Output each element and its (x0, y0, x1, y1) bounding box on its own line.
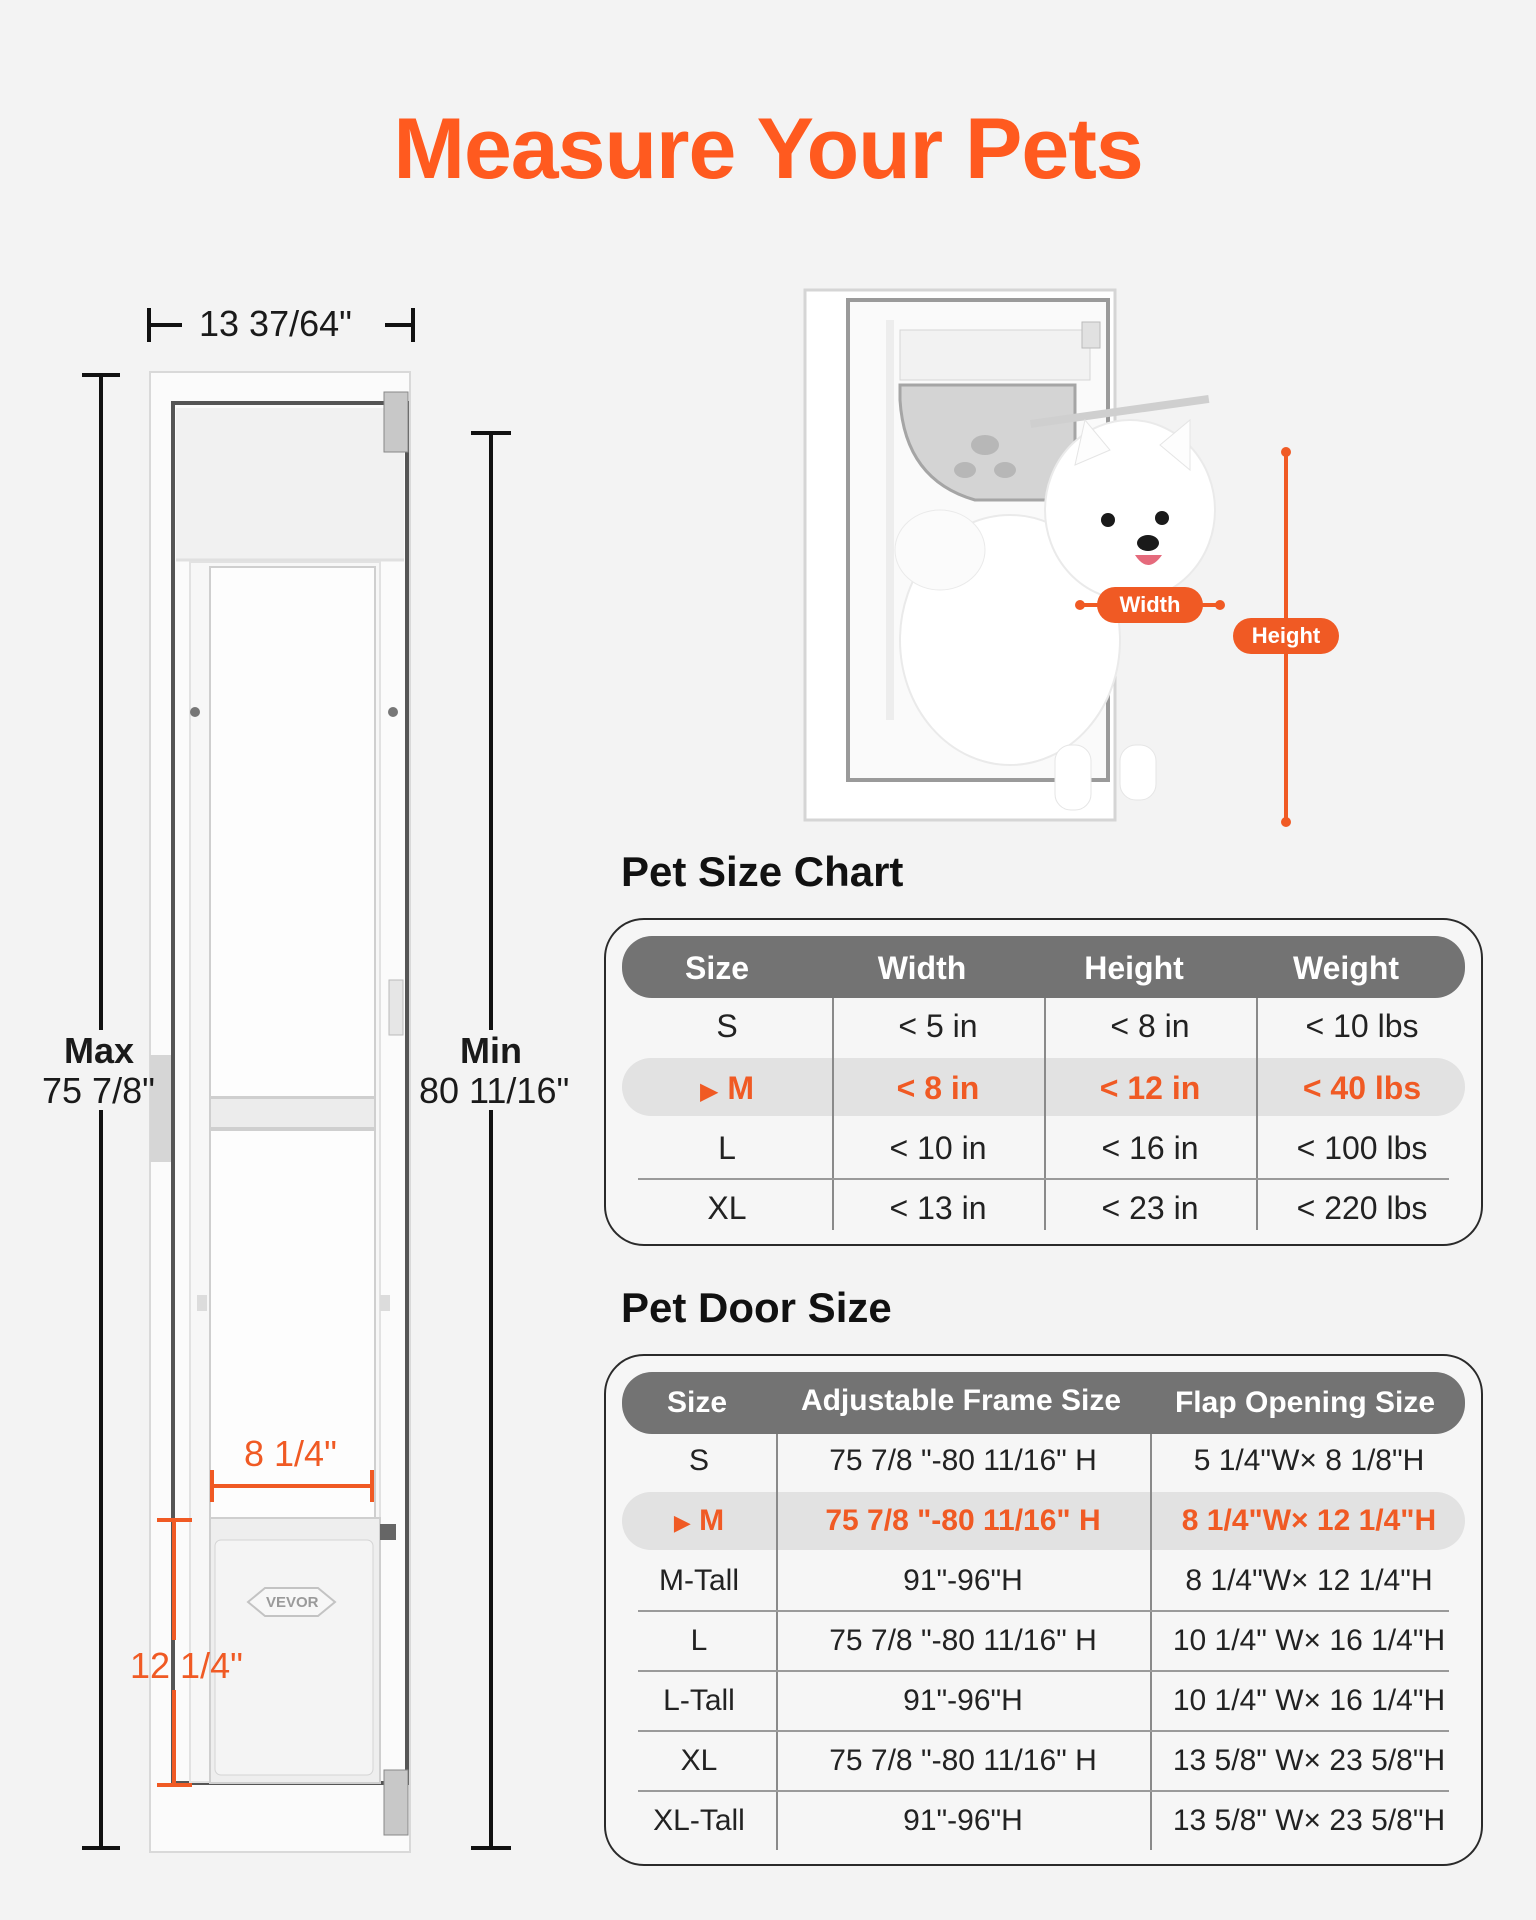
cell-flap: 10 1/4" W× 16 1/4"H (1172, 1684, 1446, 1717)
cell-size: S (716, 1008, 738, 1044)
cell-size: ▶ M (699, 1070, 754, 1106)
cell-frame: 91"-96"H (903, 1684, 1023, 1717)
cell-height: < 8 in (1110, 1008, 1190, 1044)
cell-width: < 5 in (898, 1008, 978, 1044)
min-dimension-line (471, 433, 511, 1848)
min-value: 80 11/16" (419, 1070, 570, 1111)
header-height: Height (1084, 950, 1184, 986)
flap-brand-text: VEVOR (266, 1594, 319, 1611)
cell-size: S (688, 1444, 709, 1477)
flap-width-label: 8 1/4" (244, 1433, 337, 1474)
max-label: Max (64, 1030, 135, 1071)
flap-height-label: 12 1/4" (130, 1645, 243, 1686)
pet-size-chart-table (604, 918, 1483, 1246)
cell-height: < 16 in (1101, 1130, 1199, 1166)
cell-flap: 8 1/4"W× 12 1/4"H (1181, 1504, 1437, 1537)
page-title: Measure Your Pets (393, 101, 1143, 197)
pet-size-chart-title: Pet Size Chart (621, 848, 904, 895)
min-label: Min (460, 1030, 522, 1071)
max-value: 75 7/8" (42, 1070, 155, 1111)
cell-frame: 91"-96"H (903, 1804, 1023, 1837)
cell-weight: < 220 lbs (1296, 1190, 1428, 1226)
cell-frame: 75 7/8 "-80 11/16" H (829, 1444, 1097, 1477)
cell-size: L (690, 1624, 708, 1657)
bottom-hinge (384, 1770, 408, 1835)
door-width-label: 13 37/64" (199, 303, 352, 344)
cell-flap: 5 1/4"W× 8 1/8"H (1193, 1444, 1425, 1477)
pet-door-size-table (604, 1354, 1483, 1866)
cell-size: L-Tall (663, 1684, 735, 1717)
header-size: Size (666, 1386, 728, 1419)
cell-weight: < 100 lbs (1296, 1130, 1428, 1166)
cell-size: M-Tall (659, 1564, 739, 1597)
cell-size: ▶ M (673, 1504, 725, 1537)
header-size: Size (684, 950, 750, 986)
cell-width: < 8 in (896, 1070, 980, 1106)
cell-flap: 13 5/8" W× 23 5/8"H (1172, 1744, 1446, 1777)
header-weight: Weight (1292, 950, 1400, 986)
photo-width-badge: Width (1097, 587, 1203, 623)
header-width: Width (877, 950, 967, 986)
header-flap: Flap Opening Size (1174, 1386, 1436, 1419)
cell-flap: 8 1/4"W× 12 1/4"H (1185, 1564, 1433, 1597)
cell-weight: < 10 lbs (1305, 1008, 1419, 1044)
pet-door-photo (795, 270, 1355, 840)
cell-height: < 12 in (1099, 1070, 1201, 1106)
header-frame: Adjustable Frame Size (800, 1384, 1122, 1417)
cell-frame: 91"-96"H (903, 1564, 1023, 1597)
pet-door-size-title: Pet Door Size (621, 1284, 892, 1331)
cell-flap: 10 1/4" W× 16 1/4"H (1172, 1624, 1446, 1657)
cell-size: XL-Tall (653, 1804, 745, 1837)
cell-weight: < 40 lbs (1302, 1070, 1422, 1106)
cell-size: XL (707, 1190, 747, 1226)
top-hinge (384, 392, 408, 452)
cell-size: XL (680, 1744, 718, 1777)
row-marker-icon: ▶ (673, 1510, 691, 1535)
cell-frame: 75 7/8 "-80 11/16" H (825, 1504, 1101, 1537)
cell-flap: 13 5/8" W× 23 5/8"H (1172, 1804, 1446, 1837)
cell-height: < 23 in (1101, 1190, 1199, 1226)
photo-height-badge: Height (1233, 618, 1339, 654)
cell-frame: 75 7/8 "-80 11/16" H (829, 1624, 1097, 1657)
cell-size: L (718, 1130, 736, 1166)
cell-width: < 13 in (889, 1190, 987, 1226)
cell-width: < 10 in (889, 1130, 987, 1166)
row-marker-icon: ▶ (699, 1078, 719, 1105)
cell-frame: 75 7/8 "-80 11/16" H (829, 1744, 1097, 1777)
